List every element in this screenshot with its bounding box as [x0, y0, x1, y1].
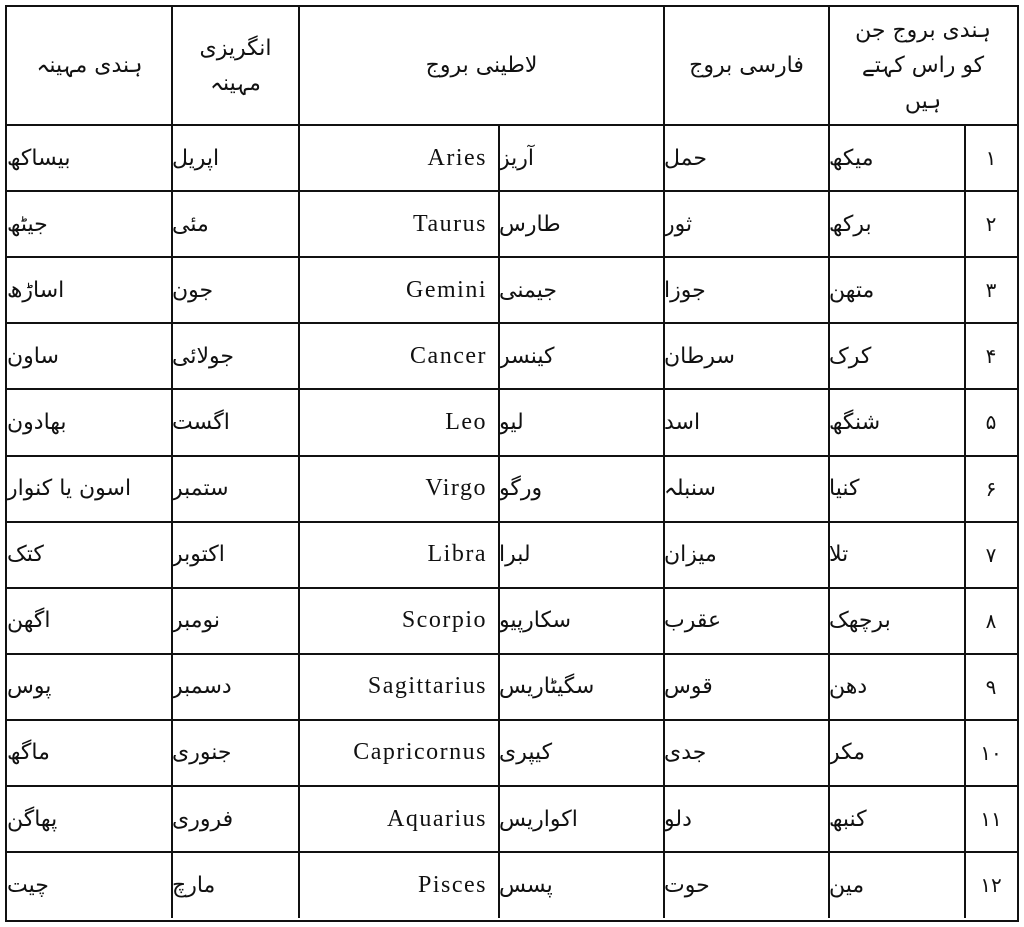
cell-hindi: مکر	[829, 740, 866, 766]
cell-eng-month: اپریل	[172, 145, 220, 171]
header-farsi-burj: فارسی بروج	[689, 53, 804, 79]
cell-hindi: برچھک	[829, 608, 891, 634]
cell-num: ۱۰	[980, 740, 1002, 765]
cell-latin: Virgo	[425, 475, 487, 502]
cell-latin-urdu: لبرا	[499, 542, 531, 568]
header-hindi-month: ہندی مہینہ	[36, 53, 143, 79]
cell-latin: Leo	[445, 408, 487, 435]
cell-farsi: میزان	[664, 542, 717, 568]
cell-hindi: برکھ	[829, 211, 872, 237]
cell-hindi-month: ساون	[7, 343, 59, 369]
cell-hindi-month: بھادون	[7, 409, 67, 435]
cell-hindi: تلا	[829, 542, 849, 568]
cell-farsi: قوس	[664, 674, 713, 700]
cell-eng-month: جنوری	[172, 740, 232, 766]
cell-latin-urdu: اکواریس	[499, 806, 578, 832]
cell-latin: Taurus	[413, 210, 487, 237]
cell-farsi: جدی	[664, 740, 707, 766]
cell-num: ۱۱	[980, 807, 1002, 832]
cell-num: ۳	[985, 278, 997, 303]
cell-latin: Libra	[427, 541, 487, 568]
cell-eng-month: مارچ	[172, 872, 216, 898]
cell-hindi-month: پوس	[7, 674, 52, 700]
cell-num: ۱	[985, 146, 997, 171]
cell-hindi-month: کتک	[7, 542, 44, 568]
zodiac-table	[5, 5, 1019, 922]
cell-farsi: ثور	[664, 211, 693, 237]
cell-num: ۶	[985, 476, 997, 501]
cell-farsi: حمل	[664, 145, 707, 171]
cell-latin: Scorpio	[401, 607, 487, 634]
cell-hindi-month: اسون یا کنوار	[7, 476, 132, 502]
cell-eng-month: اگست	[172, 409, 230, 435]
cell-latin: Aquarius	[387, 805, 487, 832]
cell-farsi: حوت	[664, 872, 710, 898]
cell-farsi: سنبلہ	[664, 476, 716, 502]
cell-eng-month: اکتوبر	[172, 542, 225, 568]
cell-latin: Cancer	[410, 342, 487, 369]
cell-hindi: میکھ	[829, 145, 874, 171]
cell-latin: Gemini	[406, 276, 487, 303]
cell-latin-urdu: سکارپیو	[499, 608, 572, 634]
cell-hindi: شنگھ	[829, 409, 881, 435]
cell-farsi: جوزا	[664, 277, 706, 303]
cell-num: ۴	[985, 344, 997, 369]
header-hindi-burj: ہندی بروج جن کو راس کہتے ہیں	[855, 18, 991, 114]
cell-hindi-month: چیت	[7, 872, 49, 898]
cell-eng-month: ستمبر	[172, 476, 229, 502]
cell-farsi: سرطان	[664, 343, 735, 369]
cell-farsi: دلو	[664, 806, 692, 832]
cell-latin-urdu: کیپری	[499, 740, 553, 766]
cell-hindi: کنیا	[829, 476, 860, 502]
cell-num: ۵	[985, 410, 997, 435]
cell-latin: Capricornus	[353, 739, 487, 766]
cell-latin-urdu: طارس	[499, 211, 561, 237]
cell-num: ۹	[985, 674, 997, 699]
cell-hindi-month: جیٹھ	[7, 211, 48, 237]
cell-hindi: کنبھ	[829, 806, 867, 832]
cell-hindi-month: پھاگن	[7, 806, 58, 832]
cell-eng-month: نومبر	[172, 608, 221, 634]
cell-eng-month: مئی	[172, 211, 209, 237]
cell-latin-urdu: جیمنی	[499, 277, 557, 303]
cell-num: ۸	[985, 608, 997, 633]
cell-latin-urdu: سگیٹاریس	[499, 674, 595, 700]
cell-hindi: متھن	[829, 277, 875, 303]
cell-num: ۷	[985, 542, 997, 567]
cell-latin-urdu: ورگو	[499, 476, 543, 502]
cell-latin: Aries	[427, 144, 487, 171]
cell-farsi: اسد	[664, 409, 701, 435]
cell-eng-month: دسمبر	[172, 674, 232, 700]
cell-hindi-month: اساڑھ	[7, 277, 65, 303]
cell-hindi: کرک	[829, 343, 872, 369]
cell-latin-urdu: لیو	[499, 409, 524, 435]
cell-latin-urdu: آریز	[499, 145, 534, 171]
cell-latin-urdu: پسس	[499, 872, 553, 898]
header-latin-burj: لاطینی بروج	[425, 53, 538, 79]
cell-eng-month: جون	[172, 277, 214, 303]
header-english-month: انگریزی مہینہ	[199, 35, 272, 96]
cell-eng-month: فروری	[172, 806, 234, 832]
cell-eng-month: جولائی	[172, 343, 234, 369]
cell-hindi-month: اگھن	[7, 608, 51, 634]
cell-hindi: دھن	[829, 674, 868, 700]
cell-num: ۱۲	[980, 873, 1002, 898]
cell-hindi: مین	[829, 872, 865, 898]
cell-latin: Pisces	[418, 871, 487, 898]
cell-hindi-month: ماگھ	[7, 740, 50, 766]
cell-latin: Sagittarius	[367, 673, 487, 700]
cell-latin-urdu: کینسر	[499, 343, 555, 369]
cell-num: ۲	[985, 212, 997, 237]
cell-farsi: عقرب	[664, 608, 722, 634]
cell-hindi-month: بیساکھ	[7, 145, 71, 171]
